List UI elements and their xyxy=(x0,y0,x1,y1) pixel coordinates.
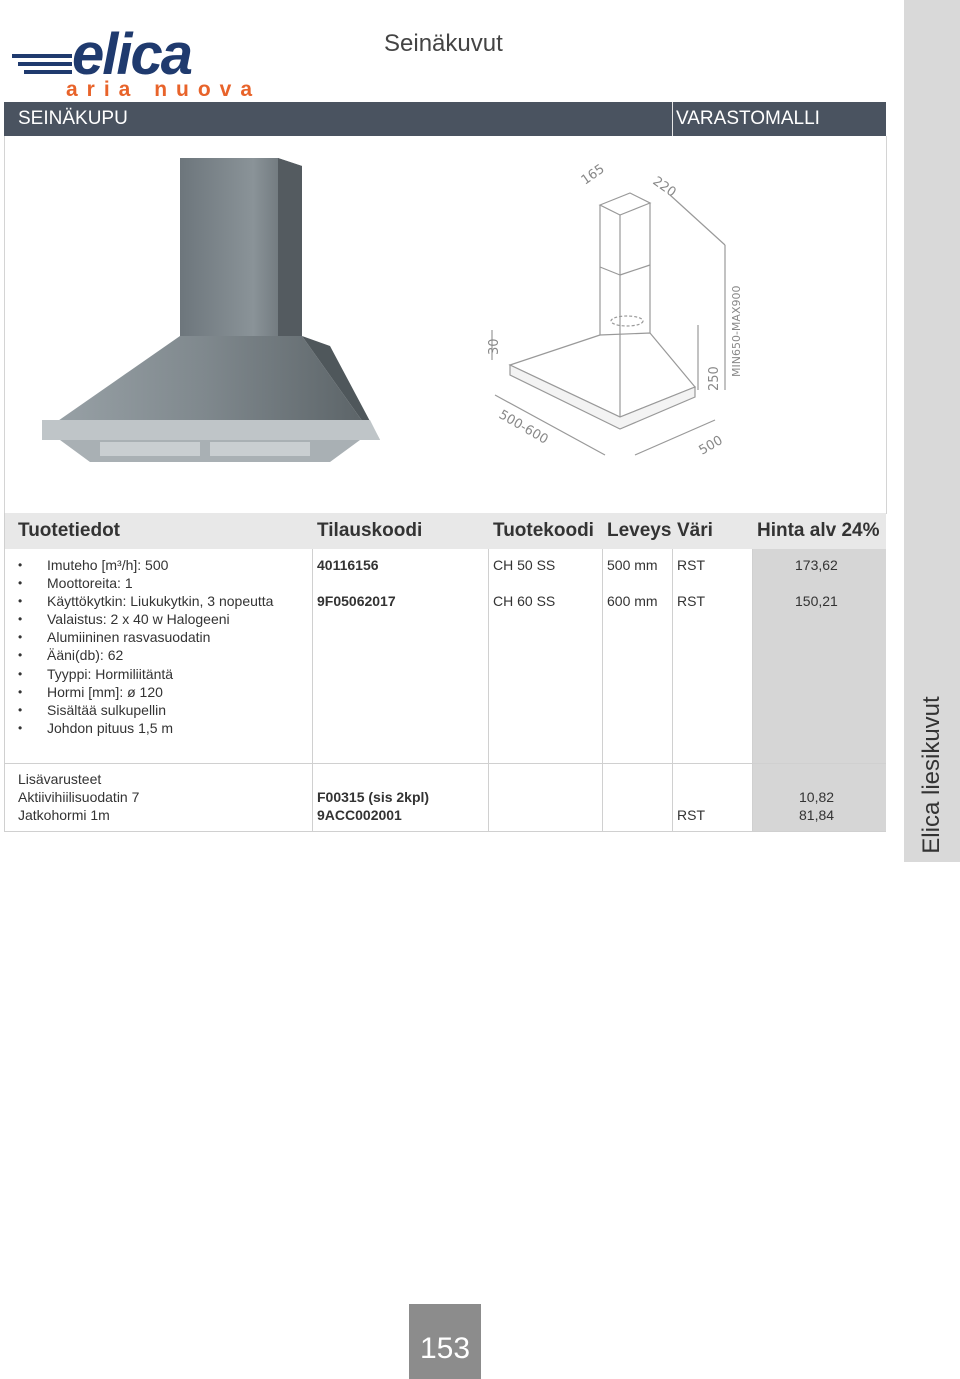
width-value: 600 mm xyxy=(607,593,658,609)
table-header xyxy=(4,513,886,549)
section-header xyxy=(4,102,886,136)
col-header-order-code: Tilauskoodi xyxy=(317,520,423,541)
color-value: RST xyxy=(677,557,705,573)
accessory-name: Jatkohormi 1m xyxy=(18,807,110,823)
price-value: 150,21 xyxy=(795,593,838,609)
accessory-price: 81,84 xyxy=(799,807,835,823)
accessory-name: Aktiivihiilisuodatin 7 xyxy=(18,789,140,805)
list-item: • Valaistus: 2 x 40 w Halogeeni xyxy=(18,610,273,628)
order-code: 9F05062017 xyxy=(317,593,396,609)
col-header-price: Hinta alv 24% xyxy=(757,520,880,541)
side-tab-label: Elica liesikuvut xyxy=(918,696,945,854)
price-value: 173,62 xyxy=(795,557,838,573)
col-header-product-info: Tuotetiedot xyxy=(18,520,121,541)
svg-text:MIN650-MAX900: MIN650-MAX900 xyxy=(730,285,743,377)
col-divider xyxy=(602,549,603,832)
section-title: SEINÄKUPU xyxy=(18,108,128,129)
list-item: • Tyyppi: Hormiliitäntä xyxy=(18,665,273,683)
product-code: CH 60 SS xyxy=(493,593,556,609)
width-value: 500 mm xyxy=(607,557,658,573)
col-header-color: Väri xyxy=(677,520,713,541)
col-header-product-code: Tuotekoodi xyxy=(493,520,594,541)
col-divider xyxy=(488,549,489,832)
col-divider xyxy=(672,549,673,832)
col-divider xyxy=(752,549,753,832)
header-divider xyxy=(672,102,673,136)
accessories-title: Lisävarusteet xyxy=(18,771,102,787)
brand-tagline: aria nuova xyxy=(66,78,262,101)
list-item: • Johdon pituus 1,5 m xyxy=(18,719,273,737)
svg-text:30: 30 xyxy=(487,338,502,355)
table-border-bottom xyxy=(4,831,886,832)
list-item: • Ääni(db): 62 xyxy=(18,646,273,664)
product-code: CH 50 SS xyxy=(493,557,556,573)
list-item: • Alumiininen rasvasuodatin xyxy=(18,628,273,646)
col-divider xyxy=(312,549,313,832)
order-code: 40116156 xyxy=(317,557,379,573)
svg-text:elica: elica xyxy=(72,28,191,87)
accessory-price: 10,82 xyxy=(799,789,835,805)
svg-text:500: 500 xyxy=(696,433,726,459)
accessory-color: RST xyxy=(677,807,705,823)
feature-list xyxy=(18,556,273,737)
dimension-drawing xyxy=(470,155,760,475)
list-item: • Käyttökytkin: Liukukytkin, 3 nopeutta xyxy=(18,592,273,610)
svg-text:250: 250 xyxy=(707,366,722,391)
list-item: • Moottoreita: 1 xyxy=(18,574,273,592)
col-header-width: Leveys xyxy=(607,520,672,541)
svg-text:500-600: 500-600 xyxy=(496,407,551,448)
row-divider xyxy=(4,763,886,764)
stock-label: VARASTOMALLI xyxy=(676,108,820,129)
color-value: RST xyxy=(677,593,705,609)
list-item: • Sisältää sulkupellin xyxy=(18,701,273,719)
table-border-left xyxy=(4,513,5,832)
accessory-order-code: 9ACC002001 xyxy=(317,807,402,823)
hood-photo xyxy=(30,150,390,480)
page-title: Seinäkuvut xyxy=(384,30,503,57)
svg-text:220: 220 xyxy=(649,173,679,201)
list-item: • Hormi [mm]: ø 120 xyxy=(18,683,273,701)
svg-text:165: 165 xyxy=(578,161,608,189)
page-number-box xyxy=(409,1304,481,1379)
page-number: 153 xyxy=(419,1332,471,1365)
list-item: • Imuteho [m³/h]: 500 xyxy=(18,556,273,574)
accessory-order-code: F00315 (sis 2kpl) xyxy=(317,789,430,805)
